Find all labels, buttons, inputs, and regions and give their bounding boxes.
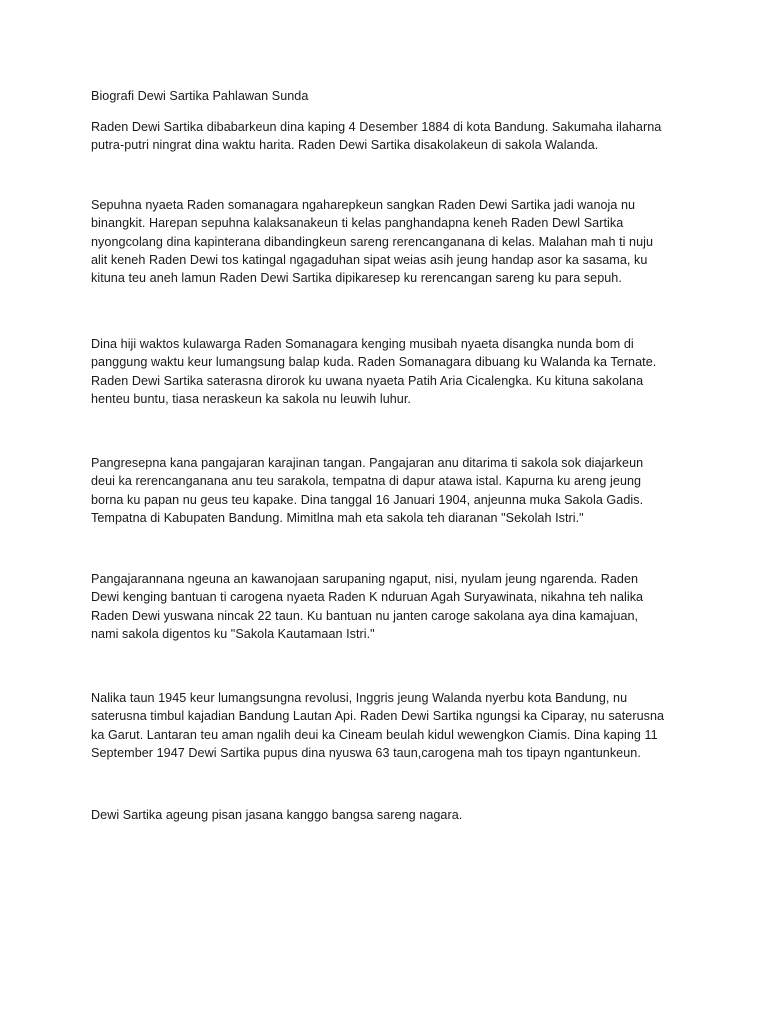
paragraph-1 <box>91 118 691 155</box>
text-line: Raden Dewi Sartika saterasna dirorok ku uwana nyaeta Patih Aria Cicalengka. Ku kituna sakolana <box>91 373 644 388</box>
paragraph-4 <box>91 454 691 527</box>
text-line: Raden Dewi Sartika dibabarkeun dina kaping 4 Desember 1884 di kota Bandung. Sakumaha ilaharna <box>91 120 662 134</box>
paragraph-3 <box>91 335 691 408</box>
text-line: nyongcolang dina kapinterana dibandingkeun sareng rerencanganana di kelas. Malahan mah ti nuju <box>91 234 654 249</box>
paragraph-7 <box>91 806 691 824</box>
text-line: Dewi kenging bantuan ti carogena nyaeta Raden K nduruan Agah Suryawinata, nikahna teh nalika <box>91 590 644 605</box>
text-line: saterusna timbul kajadian Bandung Lautan Api. Raden Dewi Sartika ngungsi ka Ciparay, nu saterusna <box>91 709 665 724</box>
text-line: nami sakola digentos ku "Sakola Kautamaan Istri." <box>91 626 375 641</box>
text-line: deui ka rerencanganana anu teu sarakola, tempatna di dapur atawa istal. Kapurna ku areng jeung <box>91 474 642 489</box>
text-line: Sepuhna nyaeta Raden somanagara ngaharepkeun sangkan Raden Dewi Sartika jadi wanoja nu <box>91 198 636 212</box>
text-line: Dina hiji waktos kulawarga Raden Somanagara kenging musibah nyaeta disangka nunda bom di <box>91 337 634 351</box>
text-line: Nalika taun 1945 keur lumangsungna revolusi, Inggris jeung Walanda nyerbu kota Bandung, nu <box>91 691 628 705</box>
title-line: Biografi Dewi Sartika Pahlawan Sunda <box>91 89 309 103</box>
text-line: henteu buntu, tiasa neraskeun ka sakola nu leuwih luhur. <box>91 391 411 406</box>
paragraph-2 <box>91 196 691 287</box>
text-line: ka Garut. Lantaran teu aman ngalih deui ka Cineam beulah kidul wewengkon Ciamis. Dina kaping 11 <box>91 727 658 742</box>
text-line: Tempatna di Kabupaten Bandung. Mimitlna mah eta sakola teh diaranan "Sekolah Istri." <box>91 510 584 525</box>
paragraph-6 <box>91 689 691 762</box>
text-line: Dewi Sartika ageung pisan jasana kanggo bangsa sareng nagara. <box>91 808 463 822</box>
text-line: Pangresepna kana pangajaran karajinan tangan. Pangajaran anu ditarima ti sakola sok diajarkeun <box>91 456 644 470</box>
text-line: putra-putri ningrat dina waktu harita. Raden Dewi Sartika disakolakeun di sakola Walanda. <box>91 138 599 153</box>
text-line: binangkit. Harepan sepuhna kalaksanakeun ti kelas panghandapna keneh Raden Dewl Sartika <box>91 216 624 231</box>
text-line: alit keneh Raden Dewi tos katingal ngagaduhan sipat weias asih jeung handap asor ka sasama, ku <box>91 252 648 267</box>
text-line: Raden Dewi yuswana nincak 22 taun. Ku bantuan nu janten caroge sakolana aya dina kamajuan, <box>91 608 639 623</box>
document-title <box>91 87 691 105</box>
text-line: panggung waktu keur lumangsung balap kuda. Raden Somanagara dibuang ku Walanda ka Ternate. <box>91 355 657 370</box>
text-line: borna ku papan nu geus teu kapake. Dina tanggal 16 Januari 1904, anjeunna muka Sakola Gadis. <box>91 492 644 507</box>
text-line: Pangajarannana ngeuna an kawanojaan sarupaning ngaput, nisi, nyulam jeung ngarenda. Raden <box>91 572 639 586</box>
paragraph-5 <box>91 570 691 643</box>
text-line: September 1947 Dewi Sartika pupus dina nyuswa 63 taun,carogena mah tos tipayn ngantunkeun. <box>91 745 641 760</box>
text-line: kituna teu aneh lamun Raden Dewi Sartika dipikaresep ku rerencangan sareng ku para sepuh. <box>91 271 622 286</box>
